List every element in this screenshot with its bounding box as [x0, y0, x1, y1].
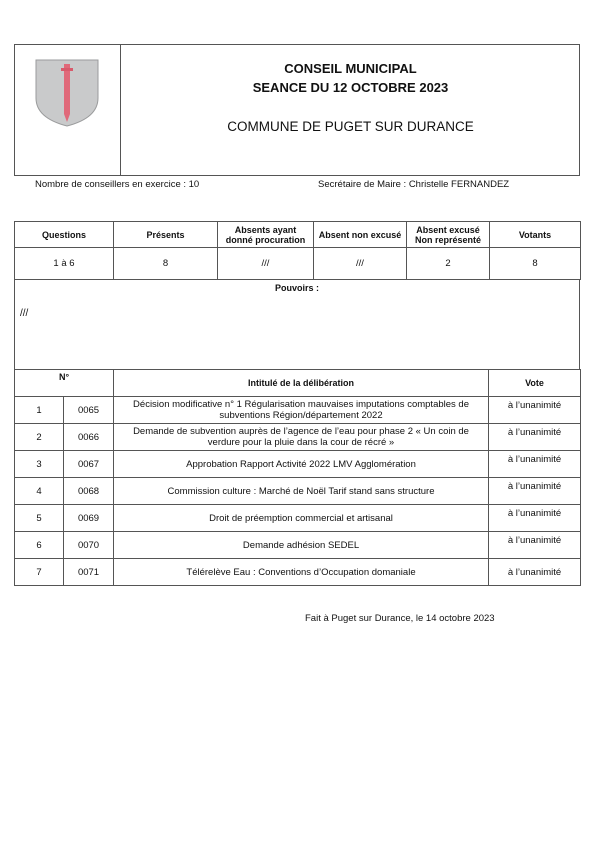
row-intitule: Droit de préemption commercial et artisanal [114, 505, 489, 532]
row-vote: à l’unanimité [489, 505, 581, 532]
header-absents-procuration: Absents ayant donné procuration [218, 222, 314, 248]
cell-absent-non-excuse: /// [314, 248, 407, 280]
header-questions: Questions [15, 222, 114, 248]
row-vote: à l’unanimité [489, 451, 581, 478]
pouvoirs-value: /// [20, 308, 29, 319]
presence-table [14, 221, 581, 280]
table-row [15, 559, 581, 586]
deliberations-table [14, 369, 581, 586]
row-code: 0069 [64, 505, 114, 532]
commune-name: COMMUNE DE PUGET SUR DURANCE [227, 119, 474, 134]
cell-absents-procuration: /// [218, 248, 314, 280]
coat-of-arms-icon [34, 58, 100, 128]
row-code: 0065 [64, 397, 114, 424]
table-row [15, 478, 581, 505]
table-row [15, 397, 581, 424]
conseillers-count: Nombre de conseillers en exercice : 10 [35, 179, 200, 190]
header-vote: Vote [489, 370, 581, 397]
row-code: 0066 [64, 424, 114, 451]
pouvoirs-title: Pouvoirs : [274, 283, 319, 293]
row-number: 2 [15, 424, 64, 451]
header-votants: Votants [490, 222, 581, 248]
table-row [15, 532, 581, 559]
cell-votants: 8 [490, 248, 581, 280]
row-code: 0071 [64, 559, 114, 586]
header-num: N° [15, 370, 114, 397]
row-intitule: Télérelève Eau : Conventions d’Occupation domaniale [114, 559, 489, 586]
row-number: 5 [15, 505, 64, 532]
row-code: 0067 [64, 451, 114, 478]
row-number: 7 [15, 559, 64, 586]
table-row [15, 505, 581, 532]
row-vote: à l’unanimité [489, 478, 581, 505]
row-code: 0068 [64, 478, 114, 505]
row-vote: à l’unanimité [489, 397, 581, 424]
row-code: 0070 [64, 532, 114, 559]
row-intitule: Demande adhésion SEDEL [114, 532, 489, 559]
cell-absent-excuse: 2 [407, 248, 490, 280]
header-absent-non-excuse: Absent non excusé [314, 222, 407, 248]
row-vote: à l’unanimité [489, 559, 581, 586]
row-vote: à l’unanimité [489, 532, 581, 559]
row-number: 3 [15, 451, 64, 478]
cell-questions: 1 à 6 [15, 248, 114, 280]
row-number: 6 [15, 532, 64, 559]
cell-presents: 8 [114, 248, 218, 280]
row-number: 4 [15, 478, 64, 505]
title-line-2: SEANCE DU 12 OCTOBRE 2023 [252, 80, 449, 95]
row-vote: à l’unanimité [489, 424, 581, 451]
row-intitule: Décision modificative n° 1 Régularisation mauvaises imputations comptables de subventions Région/département 2022 [114, 397, 489, 424]
title-line-1: CONSEIL MUNICIPAL [284, 61, 417, 76]
table-row [15, 424, 581, 451]
secretaire-name: Secrétaire de Maire : Christelle FERNANDEZ [318, 179, 510, 190]
header-absent-excuse: Absent excusé Non représenté [407, 222, 490, 248]
header-intitule: Intitulé de la délibération [114, 370, 489, 397]
row-number: 1 [15, 397, 64, 424]
row-intitule: Commission culture : Marché de Noël Tarif stand sans structure [114, 478, 489, 505]
table-row [15, 451, 581, 478]
row-intitule: Demande de subvention auprès de l’agence de l’eau pour phase 2 « Un coin de verdure pour la pluie dans la cour de récré » [114, 424, 489, 451]
footer-signature-line: Fait à Puget sur Durance, le 14 octobre 2023 [305, 613, 495, 624]
row-intitule: Approbation Rapport Activité 2022 LMV Agglomération [114, 451, 489, 478]
header-presents: Présents [114, 222, 218, 248]
